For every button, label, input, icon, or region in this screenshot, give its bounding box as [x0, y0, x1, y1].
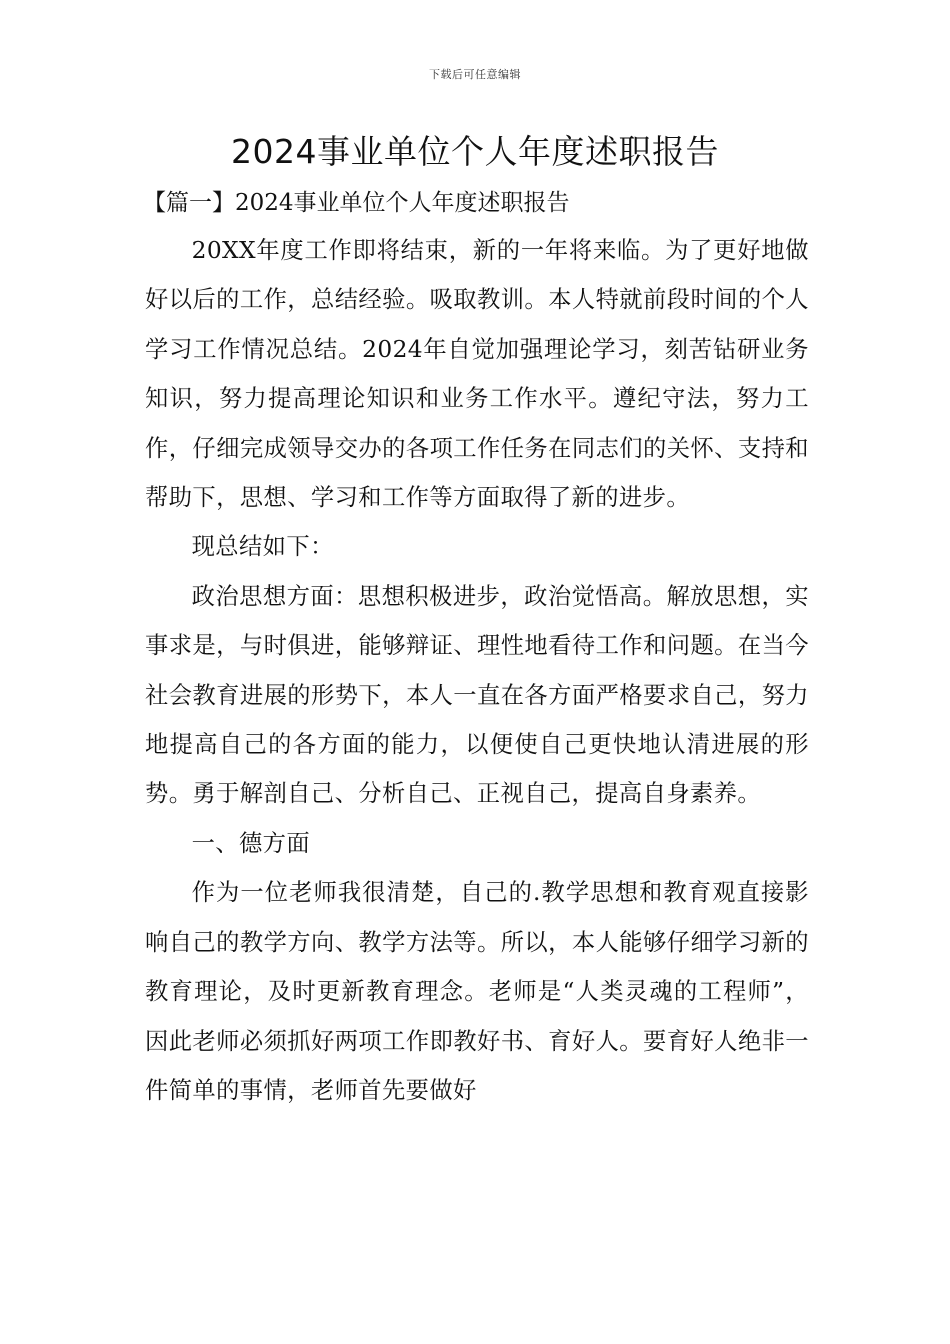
subheading-morality: 一、德方面	[191, 829, 311, 857]
paragraph-teacher: 作为一位老师我很清楚，自己的.教学思想和教育观直接影响自己的教学方向、教学方法等。所以，本人能够仔细学习新的教育理论，及时更新教育理念。老师是“人类灵魂的工程师”，因此老师必须抓好两项工作即教好书、育好人。要育好人绝非一件简单的事情，老师首先要做好	[145, 879, 809, 1104]
body-text	[145, 226, 809, 1115]
section-heading: 【篇一】2024事业单位个人年度述职报告	[143, 190, 570, 216]
paragraph-intro: 20XX年度工作即将结束，新的一年将来临。为了更好地做好以后的工作，总结经验。吸取教训。本人特就前段时间的个人学习工作情况总结。2024年自觉加强理论学习，刻苦钻研业务知识，努力提高理论知识和业务工作水平。遵纪守法，努力工作，仔细完成领导交办的各项工作任务在同志们的关怀、支持和帮助下，思想、学习和工作等方面取得了新的进步。	[145, 237, 809, 512]
document-title: 2024事业单位个人年度述职报告	[231, 132, 719, 171]
paragraph-summary-lead: 现总结如下：	[191, 533, 334, 561]
paragraph-political: 政治思想方面：思想积极进步，政治觉悟高。解放思想，实事求是，与时俱进，能够辩证、理性地看待工作和问题。在当今社会教育进展的形势下，本人一直在各方面严格要求自己，努力地提高自己的各方面的能力，以便使自己更快地认清进展的形势。勇于解剖自己、分析自己、正视自己，提高自身素养。	[145, 582, 809, 808]
header-note: 下载后可任意编辑	[429, 68, 521, 81]
